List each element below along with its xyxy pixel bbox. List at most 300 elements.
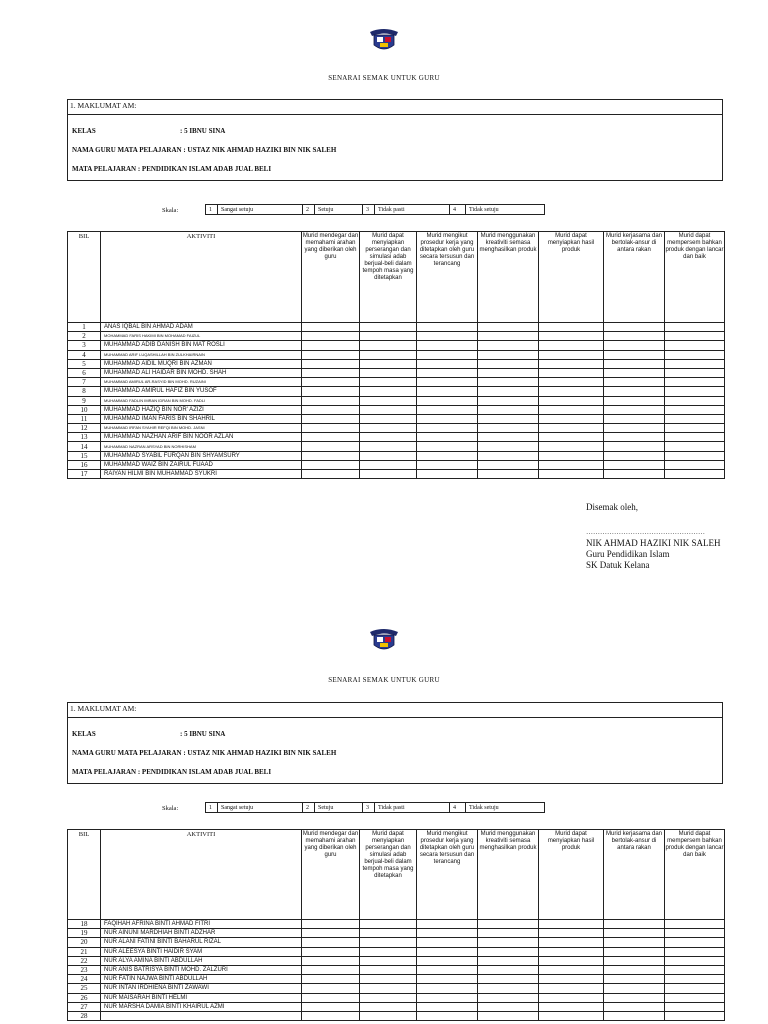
rating-cell[interactable]: [478, 332, 539, 341]
rating-cell[interactable]: [478, 451, 539, 460]
student-name: NUR INTAN IRDHIENA BINTI ZAWAWI: [101, 984, 302, 993]
rating-cell[interactable]: [665, 414, 725, 423]
rating-cell[interactable]: [539, 975, 604, 984]
table-row: [68, 956, 725, 965]
page-title: SENARAI SEMAK UNTUK GURU: [328, 676, 440, 684]
col-criterion-6: Murid kerjasama dan bertolak-ansur di antara rakan: [604, 830, 665, 920]
table-row: [68, 433, 725, 442]
student-name: MUHAMMAD HAZIQ BIN NOR' AZIZI: [101, 405, 302, 414]
rating-cell[interactable]: [665, 470, 725, 479]
rating-cell[interactable]: [665, 359, 725, 368]
rating-cell[interactable]: [417, 993, 478, 1002]
rating-cell[interactable]: [360, 975, 417, 984]
row-number: 11: [68, 414, 101, 423]
student-name: FAQIHAH AFRINA BINTI AHMAD FITRI: [101, 920, 302, 929]
header-divider: [68, 717, 722, 718]
row-number: 15: [68, 451, 101, 460]
rating-cell[interactable]: [604, 920, 665, 929]
rating-cell[interactable]: [360, 451, 417, 460]
rating-cell[interactable]: [539, 460, 604, 469]
rating-cell[interactable]: [302, 332, 360, 341]
table-row: [68, 1011, 725, 1020]
scale-text: Sangat setuju: [218, 803, 303, 812]
rating-cell[interactable]: [539, 993, 604, 1002]
rating-cell[interactable]: [478, 470, 539, 479]
rating-cell[interactable]: [302, 460, 360, 469]
rating-cell[interactable]: [417, 451, 478, 460]
rating-cell[interactable]: [478, 929, 539, 938]
rating-cell[interactable]: [665, 368, 725, 377]
col-criterion-3: Murid mengikut prosedur kerja yang ditetapkan oleh guru secara tersusun dan terancang: [417, 830, 478, 920]
rating-cell[interactable]: [604, 470, 665, 479]
scale-label: Skala:: [162, 207, 179, 214]
rating-cell[interactable]: [417, 965, 478, 974]
rating-cell[interactable]: [539, 984, 604, 993]
rating-cell[interactable]: [417, 442, 478, 451]
row-number: 12: [68, 424, 101, 433]
rating-cell[interactable]: [360, 938, 417, 947]
rating-cell[interactable]: [478, 1011, 539, 1020]
rating-cell[interactable]: [665, 993, 725, 1002]
row-number: 3: [68, 341, 101, 350]
rating-cell[interactable]: [417, 378, 478, 387]
maklumat-am-box: [67, 99, 723, 181]
rating-cell[interactable]: [539, 451, 604, 460]
col-criterion-4: Murid menggunakan kreativiti semasa menghasilkan produk: [478, 830, 539, 920]
scale-label: Skala:: [162, 805, 179, 812]
rating-cell[interactable]: [604, 442, 665, 451]
rating-cell[interactable]: [417, 332, 478, 341]
rating-cell[interactable]: [665, 984, 725, 993]
rating-cell[interactable]: [604, 387, 665, 396]
rating-cell[interactable]: [302, 378, 360, 387]
rating-cell[interactable]: [665, 929, 725, 938]
rating-cell[interactable]: [665, 378, 725, 387]
rating-cell[interactable]: [478, 975, 539, 984]
student-name: MUHAMMAD AMIRUL HAFIZ BIN YUSOF: [101, 387, 302, 396]
rating-cell[interactable]: [604, 396, 665, 405]
rating-cell[interactable]: [302, 433, 360, 442]
rating-cell[interactable]: [302, 993, 360, 1002]
row-number: 4: [68, 350, 101, 359]
rating-cell[interactable]: [478, 938, 539, 947]
student-name: MUHAMMAD IMAN FARIS BIN SHAHRIL: [101, 414, 302, 423]
rating-cell[interactable]: [417, 368, 478, 377]
rating-cell[interactable]: [302, 368, 360, 377]
student-name: MUHAMMAD NAZRAN ARSYAD BIN NORHISHAM: [101, 442, 302, 451]
student-name: MUHAMMAD AMIRUL AR-RASYID BIN MOHD. RUZAINI: [101, 378, 302, 387]
rating-cell[interactable]: [360, 470, 417, 479]
student-name: MUHAMMAD ALI HAIDAR BIN MOHD. SHAH: [101, 368, 302, 377]
rating-cell[interactable]: [417, 414, 478, 423]
rating-cell[interactable]: [417, 341, 478, 350]
scale-text: Tidak setuju: [469, 804, 499, 811]
rating-cell[interactable]: [604, 975, 665, 984]
rating-cell[interactable]: [665, 956, 725, 965]
rating-cell[interactable]: [478, 965, 539, 974]
subject-name: MATA PELAJARAN : PENDIDIKAN ISLAM ADAB JUAL BELI: [72, 165, 272, 173]
rating-cell[interactable]: [478, 323, 539, 332]
col-criterion-2: Murid dapat menyiapkan perserangan dan simulasi adab berjual-beli dalam tempoh masa yang ditetapkan: [360, 232, 417, 323]
scale-num: 2: [303, 205, 315, 214]
table-row: [68, 323, 725, 332]
rating-cell[interactable]: [604, 984, 665, 993]
rating-cell[interactable]: [478, 433, 539, 442]
table-row: [68, 414, 725, 423]
rating-cell[interactable]: [360, 332, 417, 341]
rating-cell[interactable]: [665, 1002, 725, 1011]
rating-cell[interactable]: [478, 350, 539, 359]
rating-cell[interactable]: [539, 938, 604, 947]
rating-cell[interactable]: [417, 947, 478, 956]
rating-cell[interactable]: [417, 460, 478, 469]
student-name: NUR AINUNI MARDHIAH BINTI ADZHAR: [101, 929, 302, 938]
disemak-label: Disemak oleh,: [586, 502, 638, 512]
col-aktiviti: AKTIVITI: [101, 232, 302, 323]
school-crest-logo: [368, 26, 400, 54]
scale-legend: [205, 802, 545, 813]
row-number: 13: [68, 433, 101, 442]
student-name: ANAS IQBAL BIN AHMAD ADAM: [101, 323, 302, 332]
rating-cell[interactable]: [539, 414, 604, 423]
rating-cell[interactable]: [478, 920, 539, 929]
rating-cell[interactable]: [360, 387, 417, 396]
rating-cell[interactable]: [478, 993, 539, 1002]
rating-cell[interactable]: [539, 442, 604, 451]
rating-cell[interactable]: [604, 938, 665, 947]
rating-cell[interactable]: [539, 341, 604, 350]
row-number: 6: [68, 368, 101, 377]
rating-cell[interactable]: [360, 396, 417, 405]
rating-cell[interactable]: [604, 378, 665, 387]
rating-cell[interactable]: [665, 405, 725, 414]
rating-cell[interactable]: [478, 947, 539, 956]
row-number: 28: [68, 1011, 101, 1020]
scale-legend: [205, 204, 545, 215]
rating-cell[interactable]: [478, 387, 539, 396]
rating-cell[interactable]: [360, 984, 417, 993]
scale-num: 2: [303, 803, 315, 812]
rating-cell[interactable]: [417, 470, 478, 479]
rating-cell[interactable]: [302, 920, 360, 929]
rating-cell[interactable]: [302, 1002, 360, 1011]
rating-cell[interactable]: [539, 396, 604, 405]
teacher-name: NAMA GURU MATA PELAJARAN : USTAZ NIK AHMAD HAZIKI BIN NIK SALEH: [72, 146, 337, 154]
col-bil: BIL: [68, 830, 101, 920]
rating-cell[interactable]: [665, 341, 725, 350]
student-rows: [68, 920, 725, 1021]
rating-cell[interactable]: [604, 460, 665, 469]
rating-cell[interactable]: [539, 947, 604, 956]
col-criterion-2: Murid dapat menyiapkan perserangan dan simulasi adab berjual-beli dalam tempoh masa yang ditetapkan: [360, 830, 417, 920]
table-row: [68, 387, 725, 396]
table-row: [68, 442, 725, 451]
row-number: 2: [68, 332, 101, 341]
signer-school: SK Datuk Kelana: [586, 560, 650, 570]
rating-cell[interactable]: [539, 1011, 604, 1020]
rating-cell[interactable]: [360, 460, 417, 469]
table-row: [68, 965, 725, 974]
rating-cell[interactable]: [665, 332, 725, 341]
rating-cell[interactable]: [302, 405, 360, 414]
student-name: NUR ANIS BATRISYA BINTI MOHD. ZALZURI: [101, 965, 302, 974]
rating-cell[interactable]: [604, 332, 665, 341]
row-number: 21: [68, 947, 101, 956]
rating-cell[interactable]: [478, 368, 539, 377]
rating-cell[interactable]: [417, 1002, 478, 1011]
signer-role: Guru Pendidikan Islam: [586, 549, 670, 559]
rating-cell[interactable]: [604, 323, 665, 332]
rating-cell[interactable]: [539, 965, 604, 974]
rating-cell[interactable]: [302, 387, 360, 396]
col-criterion-7: Murid dapat mempersem bahkan produk dengan lancar dan baik: [665, 232, 725, 323]
rating-cell[interactable]: [665, 947, 725, 956]
row-number: 25: [68, 984, 101, 993]
student-name: NUR ALYA AMINA BINTI ABDULLAH: [101, 956, 302, 965]
rating-cell[interactable]: [360, 442, 417, 451]
table-row: [68, 993, 725, 1002]
scale-text: Tidak pasti: [375, 205, 450, 214]
rating-cell[interactable]: [478, 424, 539, 433]
rating-cell[interactable]: [302, 424, 360, 433]
rating-cell[interactable]: [417, 984, 478, 993]
rating-cell[interactable]: [417, 405, 478, 414]
table-row: [68, 332, 725, 341]
scale-text: Tidak pasti: [375, 803, 450, 812]
rating-cell[interactable]: [360, 359, 417, 368]
table-row: [68, 929, 725, 938]
table-row: [68, 405, 725, 414]
rating-cell[interactable]: [360, 405, 417, 414]
student-name: NUR ALEESYA BINTI HAIDIR SYAM: [101, 947, 302, 956]
rating-cell[interactable]: [302, 341, 360, 350]
rating-cell[interactable]: [604, 424, 665, 433]
rating-cell[interactable]: [302, 323, 360, 332]
scale-text: Setuju: [315, 205, 363, 214]
student-name: MUHAMMAD FADLIN IMRAN IDRAN BIN MOHD. FADLI: [101, 396, 302, 405]
subject-name: MATA PELAJARAN : PENDIDIKAN ISLAM ADAB JUAL BELI: [72, 768, 272, 776]
rating-cell[interactable]: [604, 965, 665, 974]
row-number: 23: [68, 965, 101, 974]
rating-cell[interactable]: [360, 350, 417, 359]
rating-cell[interactable]: [360, 920, 417, 929]
col-criterion-1: Murid mendegar dan memahami arahan yang diberikan oleh guru: [302, 830, 360, 920]
student-name: [101, 1011, 302, 1020]
rating-cell[interactable]: [604, 956, 665, 965]
rating-cell[interactable]: [478, 341, 539, 350]
rating-cell[interactable]: [478, 405, 539, 414]
kelas-label: KELAS: [72, 127, 96, 135]
rating-cell[interactable]: [665, 451, 725, 460]
rating-cell[interactable]: [665, 396, 725, 405]
rating-cell[interactable]: [302, 984, 360, 993]
rating-cell[interactable]: [302, 975, 360, 984]
rating-cell[interactable]: [665, 975, 725, 984]
rating-cell[interactable]: [478, 460, 539, 469]
rating-cell[interactable]: [604, 368, 665, 377]
rating-cell[interactable]: [604, 451, 665, 460]
rating-cell[interactable]: [539, 378, 604, 387]
rating-cell[interactable]: [417, 920, 478, 929]
rating-cell[interactable]: [360, 929, 417, 938]
rating-cell[interactable]: [478, 414, 539, 423]
rating-cell[interactable]: [302, 451, 360, 460]
rating-cell[interactable]: [604, 350, 665, 359]
rating-cell[interactable]: [417, 396, 478, 405]
rating-cell[interactable]: [539, 359, 604, 368]
rating-cell[interactable]: [539, 350, 604, 359]
rating-cell[interactable]: [665, 920, 725, 929]
rating-cell[interactable]: [665, 350, 725, 359]
rating-cell[interactable]: [302, 396, 360, 405]
student-rows: [68, 323, 725, 479]
student-name: MUHAMMAD ARIF LUQASHILLAH BIN ZULKHAIRNAIN: [101, 350, 302, 359]
rating-cell[interactable]: [604, 929, 665, 938]
checklist-table: [67, 231, 725, 479]
col-criterion-5: Murid dapat menyiapkan hasil produk: [539, 232, 604, 323]
col-bil: BIL: [68, 232, 101, 323]
rating-cell[interactable]: [302, 359, 360, 368]
rating-cell[interactable]: [360, 1002, 417, 1011]
rating-cell[interactable]: [539, 368, 604, 377]
table-row: [68, 975, 725, 984]
rating-cell[interactable]: [665, 965, 725, 974]
student-name: NUR ALANI FATINI BINTI BAHARUL RIZAL: [101, 938, 302, 947]
rating-cell[interactable]: [539, 929, 604, 938]
rating-cell[interactable]: [539, 332, 604, 341]
student-name: NUR FATIN NAJWA BINTI ABDULLAH: [101, 975, 302, 984]
rating-cell[interactable]: [302, 1011, 360, 1020]
student-name: NUR MAISARAH BINTI HELMI: [101, 993, 302, 1002]
row-number: 22: [68, 956, 101, 965]
rating-cell[interactable]: [360, 378, 417, 387]
table-row: [68, 424, 725, 433]
rating-cell[interactable]: [302, 350, 360, 359]
rating-cell[interactable]: [478, 1002, 539, 1011]
rating-cell[interactable]: [539, 433, 604, 442]
row-number: 8: [68, 387, 101, 396]
rating-cell[interactable]: [665, 323, 725, 332]
rating-cell[interactable]: [360, 341, 417, 350]
rating-cell[interactable]: [478, 956, 539, 965]
scale-num: 4: [450, 803, 466, 812]
rating-cell[interactable]: [417, 350, 478, 359]
rating-cell[interactable]: [665, 424, 725, 433]
rating-cell[interactable]: [417, 929, 478, 938]
rating-cell[interactable]: [478, 442, 539, 451]
row-number: 24: [68, 975, 101, 984]
rating-cell[interactable]: [302, 938, 360, 947]
row-number: 20: [68, 938, 101, 947]
rating-cell[interactable]: [539, 920, 604, 929]
rating-cell[interactable]: [417, 387, 478, 396]
rating-cell[interactable]: [478, 984, 539, 993]
rating-cell[interactable]: [665, 1011, 725, 1020]
rating-cell[interactable]: [417, 359, 478, 368]
rating-cell[interactable]: [417, 433, 478, 442]
rating-cell[interactable]: [604, 433, 665, 442]
row-number: 18: [68, 920, 101, 929]
rating-cell[interactable]: [360, 965, 417, 974]
row-number: 7: [68, 378, 101, 387]
rating-cell[interactable]: [360, 368, 417, 377]
scale-num: 1: [206, 803, 218, 812]
rating-cell[interactable]: [539, 956, 604, 965]
row-number: 26: [68, 993, 101, 1002]
rating-cell[interactable]: [302, 414, 360, 423]
rating-cell[interactable]: [539, 387, 604, 396]
rating-cell[interactable]: [302, 929, 360, 938]
rating-cell[interactable]: [417, 1011, 478, 1020]
student-name: MUHAMMAD NAZHAN ARIF BIN NOOR AZLAN: [101, 433, 302, 442]
maklumat-am-box: [67, 702, 723, 784]
student-name: MUHAMMAD WAIZ BIN ZAIRUL FUAAD: [101, 460, 302, 469]
rating-cell[interactable]: [417, 956, 478, 965]
col-criterion-3: Murid mengikut prosedur kerja yang ditetapkan oleh guru secara tersusun dan terancang: [417, 232, 478, 323]
rating-cell[interactable]: [360, 993, 417, 1002]
rating-cell[interactable]: [302, 965, 360, 974]
rating-cell[interactable]: [478, 396, 539, 405]
rating-cell[interactable]: [360, 1011, 417, 1020]
row-number: 5: [68, 359, 101, 368]
rating-cell[interactable]: [604, 341, 665, 350]
rating-cell[interactable]: [360, 424, 417, 433]
rating-cell[interactable]: [604, 414, 665, 423]
rating-cell[interactable]: [539, 323, 604, 332]
row-number: 14: [68, 442, 101, 451]
rating-cell[interactable]: [604, 947, 665, 956]
col-aktiviti: AKTIVITI: [101, 830, 302, 920]
rating-cell[interactable]: [360, 947, 417, 956]
rating-cell[interactable]: [539, 424, 604, 433]
rating-cell[interactable]: [302, 470, 360, 479]
rating-cell[interactable]: [360, 956, 417, 965]
rating-cell[interactable]: [417, 323, 478, 332]
rating-cell[interactable]: [302, 442, 360, 451]
checklist-table: [67, 829, 725, 1021]
rating-cell[interactable]: [360, 323, 417, 332]
rating-cell[interactable]: [604, 1011, 665, 1020]
rating-cell[interactable]: [478, 378, 539, 387]
rating-cell[interactable]: [478, 359, 539, 368]
rating-cell[interactable]: [302, 947, 360, 956]
rating-cell[interactable]: [665, 460, 725, 469]
rating-cell[interactable]: [604, 359, 665, 368]
table-row: [68, 947, 725, 956]
rating-cell[interactable]: [604, 405, 665, 414]
rating-cell[interactable]: [539, 405, 604, 414]
rating-cell[interactable]: [302, 956, 360, 965]
rating-cell[interactable]: [665, 387, 725, 396]
row-number: 17: [68, 470, 101, 479]
rating-cell[interactable]: [360, 414, 417, 423]
rating-cell[interactable]: [417, 975, 478, 984]
rating-cell[interactable]: [417, 424, 478, 433]
rating-cell[interactable]: [665, 938, 725, 947]
rating-cell[interactable]: [604, 1002, 665, 1011]
scale-text: Tidak setuju: [469, 206, 499, 213]
rating-cell[interactable]: [665, 433, 725, 442]
rating-cell[interactable]: [360, 433, 417, 442]
rating-cell[interactable]: [665, 442, 725, 451]
table-row: [68, 470, 725, 479]
rating-cell[interactable]: [539, 470, 604, 479]
rating-cell[interactable]: [417, 938, 478, 947]
table-row: [68, 341, 725, 350]
table-row: [68, 984, 725, 993]
rating-cell[interactable]: [539, 1002, 604, 1011]
rating-cell[interactable]: [604, 993, 665, 1002]
